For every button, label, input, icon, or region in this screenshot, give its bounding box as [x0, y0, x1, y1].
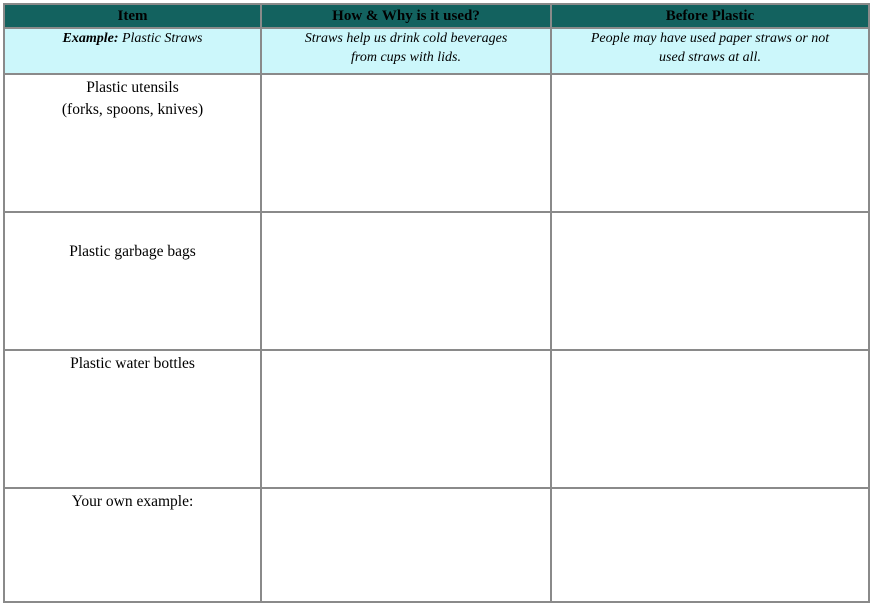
item-label: Plastic water bottles — [70, 355, 195, 372]
item-label: Plastic garbage bags — [69, 243, 196, 260]
example-how-cell — [261, 28, 551, 74]
item-cell — [4, 488, 261, 602]
table-row — [4, 212, 869, 350]
item-cell — [4, 74, 261, 212]
table-row — [4, 350, 869, 488]
before-plastic-answer-cell[interactable] — [551, 350, 869, 488]
how-why-answer-cell[interactable] — [261, 488, 551, 602]
example-row — [4, 28, 869, 74]
example-how-line-1: Straws help us drink cold beverages — [304, 31, 508, 46]
example-before-line-1: People may have used paper straws or not — [590, 31, 830, 46]
table-row — [4, 74, 869, 212]
header-how-why: How & Why is it used? — [261, 4, 551, 28]
example-how-line-2: from cups with lids. — [351, 50, 461, 65]
header-row — [4, 4, 869, 28]
how-why-answer-cell[interactable] — [261, 74, 551, 212]
item-cell — [4, 212, 261, 350]
before-plastic-answer-cell[interactable] — [551, 488, 869, 602]
how-why-answer-cell[interactable] — [261, 212, 551, 350]
how-why-answer-cell[interactable] — [261, 350, 551, 488]
item-sublabel: (forks, spoons, knives) — [61, 101, 204, 118]
before-plastic-answer-cell[interactable] — [551, 212, 869, 350]
example-before-line-2: used straws at all. — [659, 50, 761, 65]
item-label: Your own example: — [71, 493, 194, 510]
header-before-plastic: Before Plastic — [551, 4, 869, 28]
header-item: Item — [4, 4, 261, 28]
item-cell — [4, 350, 261, 488]
plastic-worksheet-table — [3, 3, 870, 603]
example-label: Example: — [62, 31, 119, 46]
example-item-cell — [4, 28, 261, 74]
table-row — [4, 488, 869, 602]
example-item-name: Plastic Straws — [121, 31, 203, 46]
before-plastic-answer-cell[interactable] — [551, 74, 869, 212]
item-label: Plastic utensils — [86, 79, 179, 96]
example-before-cell — [551, 28, 869, 74]
